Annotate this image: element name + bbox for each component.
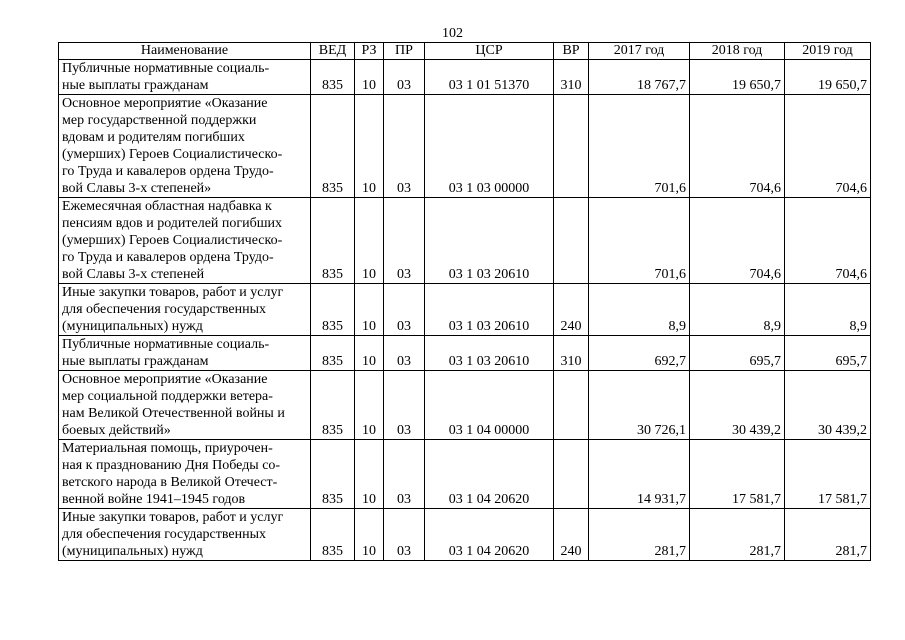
cell-ved: 835	[311, 60, 355, 95]
name-line: Публичные нормативные социаль-	[62, 337, 270, 352]
header-2019: 2019 год	[785, 43, 871, 60]
name-line: го Труда и кавалеров ордена Трудо-	[62, 164, 274, 179]
name-line: ветского народа в Великой Отечест-	[62, 475, 278, 490]
cell-rz: 10	[355, 95, 384, 198]
cell-rz: 10	[355, 284, 384, 336]
name-line: Иные закупки товаров, работ и услуг	[62, 510, 284, 525]
name-line: Ежемесячная областная надбавка к	[62, 199, 272, 214]
name-line: (умерших) Героев Социалистическо-	[62, 233, 283, 248]
cell-2018: 19 650,7	[690, 60, 785, 95]
cell-csr: 03 1 04 00000	[425, 371, 554, 440]
cell-pr: 03	[384, 60, 425, 95]
cell-2017: 18 767,7	[589, 60, 690, 95]
cell-csr: 03 1 03 20610	[425, 198, 554, 284]
cell-2018: 30 439,2	[690, 371, 785, 440]
cell-name	[59, 198, 311, 284]
cell-csr: 03 1 03 20610	[425, 284, 554, 336]
budget-table	[58, 42, 871, 561]
cell-2019: 19 650,7	[785, 60, 871, 95]
cell-vr: 240	[554, 284, 589, 336]
cell-csr: 03 1 01 51370	[425, 60, 554, 95]
name-line: нам Великой Отечественной войны и	[62, 406, 285, 421]
cell-pr: 03	[384, 336, 425, 371]
table-row	[59, 95, 871, 198]
table-header-row	[59, 43, 871, 60]
cell-ved: 835	[311, 198, 355, 284]
cell-ved: 835	[311, 95, 355, 198]
cell-name	[59, 284, 311, 336]
header-2017: 2017 год	[589, 43, 690, 60]
cell-2017: 8,9	[589, 284, 690, 336]
name-line: венной войне 1941–1945 годов	[62, 492, 246, 507]
table-row	[59, 60, 871, 95]
cell-csr: 03 1 04 20620	[425, 509, 554, 561]
table-row	[59, 198, 871, 284]
cell-vr	[554, 95, 589, 198]
name-line: Публичные нормативные социаль-	[62, 61, 270, 76]
cell-name	[59, 440, 311, 509]
table-row	[59, 336, 871, 371]
name-line: вой Славы 3-х степеней»	[62, 181, 212, 196]
name-line: боевых действий»	[62, 423, 171, 438]
header-name: Наименование	[59, 43, 311, 60]
cell-name	[59, 371, 311, 440]
cell-name	[59, 336, 311, 371]
cell-csr: 03 1 04 20620	[425, 440, 554, 509]
cell-2018: 704,6	[690, 198, 785, 284]
name-line: (муниципальных) нужд	[62, 544, 203, 559]
name-line: для обеспечения государственных	[62, 302, 266, 317]
name-line: пенсиям вдов и родителей погибших	[62, 216, 283, 231]
cell-pr: 03	[384, 371, 425, 440]
cell-vr	[554, 371, 589, 440]
page-number: 102	[442, 26, 463, 41]
cell-2017: 281,7	[589, 509, 690, 561]
name-line: Иные закупки товаров, работ и услуг	[62, 285, 284, 300]
name-line: Материальная помощь, приурочен-	[62, 441, 273, 456]
cell-name	[59, 509, 311, 561]
cell-vr	[554, 198, 589, 284]
cell-2018: 704,6	[690, 95, 785, 198]
cell-ved: 835	[311, 509, 355, 561]
cell-2019: 8,9	[785, 284, 871, 336]
cell-pr: 03	[384, 440, 425, 509]
cell-2018: 17 581,7	[690, 440, 785, 509]
cell-2017: 701,6	[589, 198, 690, 284]
header-vr: ВР	[554, 43, 589, 60]
name-line: Основное мероприятие «Оказание	[62, 372, 268, 387]
table-row	[59, 440, 871, 509]
cell-2018: 8,9	[690, 284, 785, 336]
name-line: (умерших) Героев Социалистическо-	[62, 147, 283, 162]
cell-vr: 310	[554, 60, 589, 95]
cell-vr: 240	[554, 509, 589, 561]
name-line: ная к празднованию Дня Победы со-	[62, 458, 281, 473]
cell-ved: 835	[311, 371, 355, 440]
name-line: Основное мероприятие «Оказание	[62, 96, 268, 111]
cell-2019: 704,6	[785, 198, 871, 284]
name-line: для обеспечения государственных	[62, 527, 266, 542]
cell-pr: 03	[384, 198, 425, 284]
cell-csr: 03 1 03 00000	[425, 95, 554, 198]
cell-rz: 10	[355, 509, 384, 561]
cell-2019: 30 439,2	[785, 371, 871, 440]
cell-rz: 10	[355, 198, 384, 284]
cell-name	[59, 60, 311, 95]
cell-2018: 695,7	[690, 336, 785, 371]
cell-pr: 03	[384, 95, 425, 198]
header-pr: ПР	[384, 43, 425, 60]
cell-2019: 704,6	[785, 95, 871, 198]
header-ved: ВЕД	[311, 43, 355, 60]
cell-rz: 10	[355, 60, 384, 95]
cell-2017: 692,7	[589, 336, 690, 371]
cell-ved: 835	[311, 336, 355, 371]
cell-ved: 835	[311, 440, 355, 509]
cell-vr: 310	[554, 336, 589, 371]
cell-pr: 03	[384, 284, 425, 336]
cell-ved: 835	[311, 284, 355, 336]
name-line: го Труда и кавалеров ордена Трудо-	[62, 250, 274, 265]
header-csr: ЦСР	[425, 43, 554, 60]
name-line: мер социальной поддержки ветера-	[62, 389, 273, 404]
name-line: ные выплаты гражданам	[62, 354, 209, 369]
cell-rz: 10	[355, 440, 384, 509]
name-line: вой Славы 3-х степеней	[62, 267, 205, 282]
cell-2017: 14 931,7	[589, 440, 690, 509]
cell-csr: 03 1 03 20610	[425, 336, 554, 371]
table-row	[59, 509, 871, 561]
table-row	[59, 284, 871, 336]
cell-2017: 701,6	[589, 95, 690, 198]
name-line: мер государственной поддержки	[62, 113, 257, 128]
table-row	[59, 371, 871, 440]
header-rz: РЗ	[355, 43, 384, 60]
cell-rz: 10	[355, 371, 384, 440]
cell-2019: 17 581,7	[785, 440, 871, 509]
cell-rz: 10	[355, 336, 384, 371]
name-line: (муниципальных) нужд	[62, 319, 203, 334]
cell-2017: 30 726,1	[589, 371, 690, 440]
name-line: ные выплаты гражданам	[62, 78, 209, 93]
name-line: вдовам и родителям погибших	[62, 130, 245, 145]
cell-2018: 281,7	[690, 509, 785, 561]
cell-name	[59, 95, 311, 198]
cell-2019: 281,7	[785, 509, 871, 561]
cell-pr: 03	[384, 509, 425, 561]
table-body	[59, 60, 871, 561]
header-2018: 2018 год	[690, 43, 785, 60]
cell-vr	[554, 440, 589, 509]
cell-2019: 695,7	[785, 336, 871, 371]
